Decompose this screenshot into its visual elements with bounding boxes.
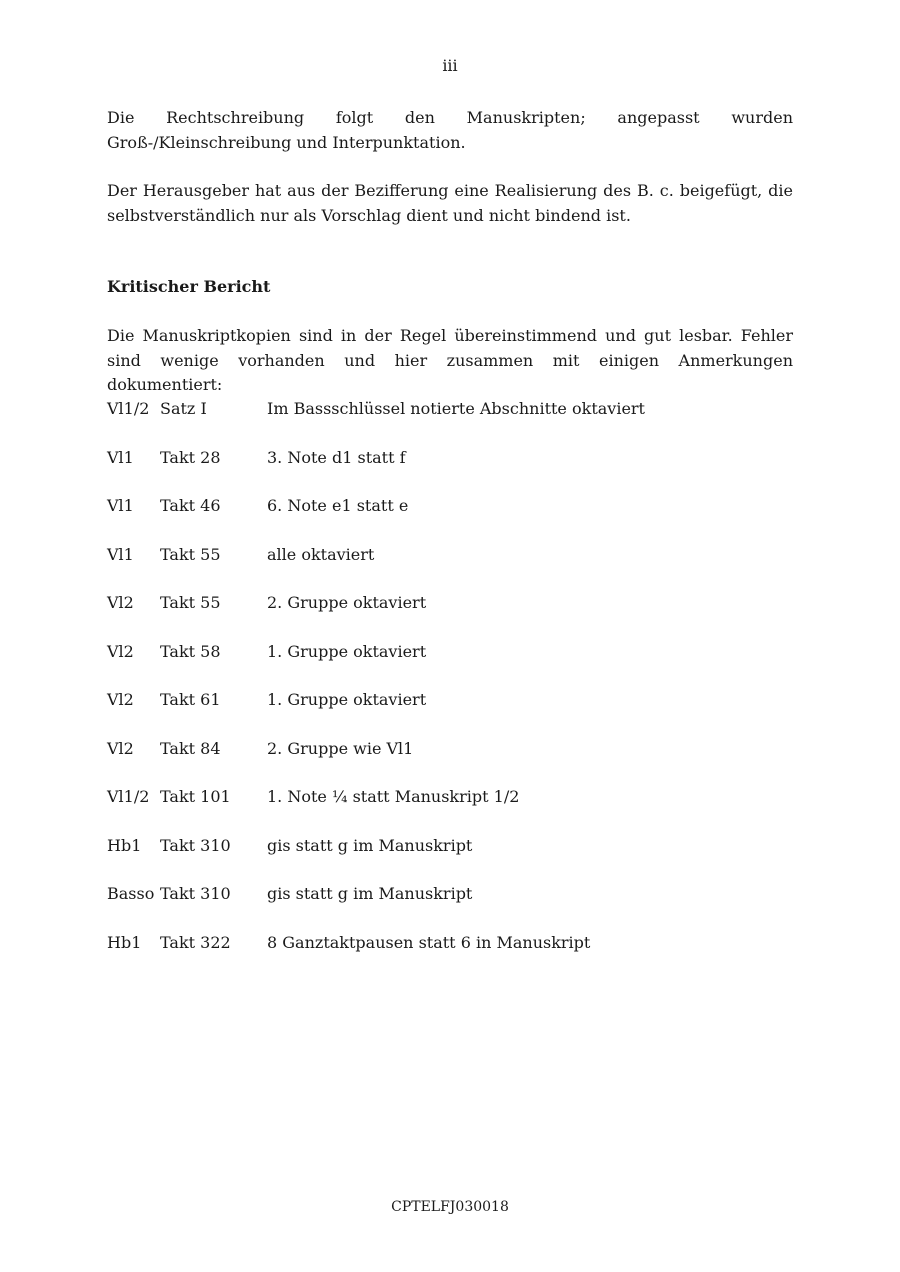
errata-note: 2. Gruppe wie Vl1: [267, 738, 414, 758]
errata-location: Takt 101: [160, 787, 231, 806]
errata-row: [107, 737, 793, 786]
errata-location: Takt 84: [160, 738, 221, 758]
critical-report-heading: Kritischer Bericht: [107, 277, 271, 296]
errata-instrument: Vl2: [107, 690, 134, 709]
errata-instrument: Vl1: [107, 447, 134, 467]
errata-location: Takt 310: [160, 884, 231, 903]
errata-instrument: Vl2: [107, 593, 134, 612]
errata-note: 1. Note ¼ statt Manuskript 1/2: [267, 787, 520, 806]
errata-instrument: Basso: [107, 884, 155, 903]
errata-row: [107, 834, 793, 883]
errata-note: Im Bassschlüssel notierte Abschnitte oktaviert: [267, 399, 645, 418]
errata-location: Takt 55: [160, 593, 221, 612]
realization-paragraph: Der Herausgeber hat aus der Bezifferung eine Realisierung des B. c. beigefügt, die selbstverständlich nur als Vorschlag dient und nicht bindend ist.: [107, 181, 793, 225]
errata-instrument: Vl2: [107, 738, 134, 758]
errata-note: 1. Gruppe oktaviert: [267, 690, 427, 709]
errata-note: 2. Gruppe oktaviert: [267, 593, 427, 612]
errata-row: [107, 543, 793, 592]
errata-instrument: Hb1: [107, 932, 142, 952]
errata-location: Takt 58: [160, 641, 221, 661]
errata-row: [107, 931, 793, 980]
errata-row: [107, 446, 793, 495]
errata-location: Takt 310: [160, 835, 231, 855]
errata-note: gis statt g im Manuskript: [267, 835, 473, 855]
errata-row: [107, 688, 793, 737]
errata-location: Satz I: [160, 399, 207, 418]
document-code-footer: CPTELFJ030018: [391, 1199, 509, 1215]
errata-row: [107, 785, 793, 834]
errata-location: Takt 46: [160, 496, 221, 515]
errata-location: Takt 28: [160, 447, 221, 467]
errata-row: [107, 397, 793, 446]
orthography-paragraph: Die Rechtschreibung folgt den Manuskripten; angepasst wurden Groß-/Kleinschreibung und Interpunktation.: [107, 108, 793, 152]
errata-note: gis statt g im Manuskript: [267, 884, 473, 903]
critical-report-intro: Die Manuskriptkopien sind in der Regel übereinstimmend und gut lesbar. Fehler sind wenige vorhanden und hier zusammen mit einigen Anmerkungen dokumentiert:: [107, 326, 793, 394]
errata-instrument: Vl1: [107, 544, 134, 564]
errata-note: 6. Note e1 statt e: [267, 496, 409, 515]
errata-note: 8 Ganztaktpausen statt 6 in Manuskript: [267, 932, 591, 952]
errata-instrument: Vl1/2: [107, 399, 150, 418]
errata-row: [107, 882, 793, 931]
errata-instrument: Vl1: [107, 496, 134, 515]
errata-location: Takt 322: [160, 932, 231, 952]
errata-instrument: Vl1/2: [107, 787, 150, 806]
errata-row: [107, 640, 793, 689]
errata-location: Takt 55: [160, 544, 221, 564]
errata-note: 1. Gruppe oktaviert: [267, 641, 427, 661]
errata-instrument: Vl2: [107, 641, 134, 661]
errata-row: [107, 591, 793, 640]
page-number: iii: [442, 56, 458, 75]
errata-note: alle oktaviert: [267, 544, 375, 564]
errata-instrument: Hb1: [107, 835, 142, 855]
errata-row: [107, 494, 793, 543]
errata-list: [107, 397, 793, 979]
errata-note: 3. Note d1 statt f: [267, 447, 406, 467]
errata-location: Takt 61: [160, 690, 221, 709]
